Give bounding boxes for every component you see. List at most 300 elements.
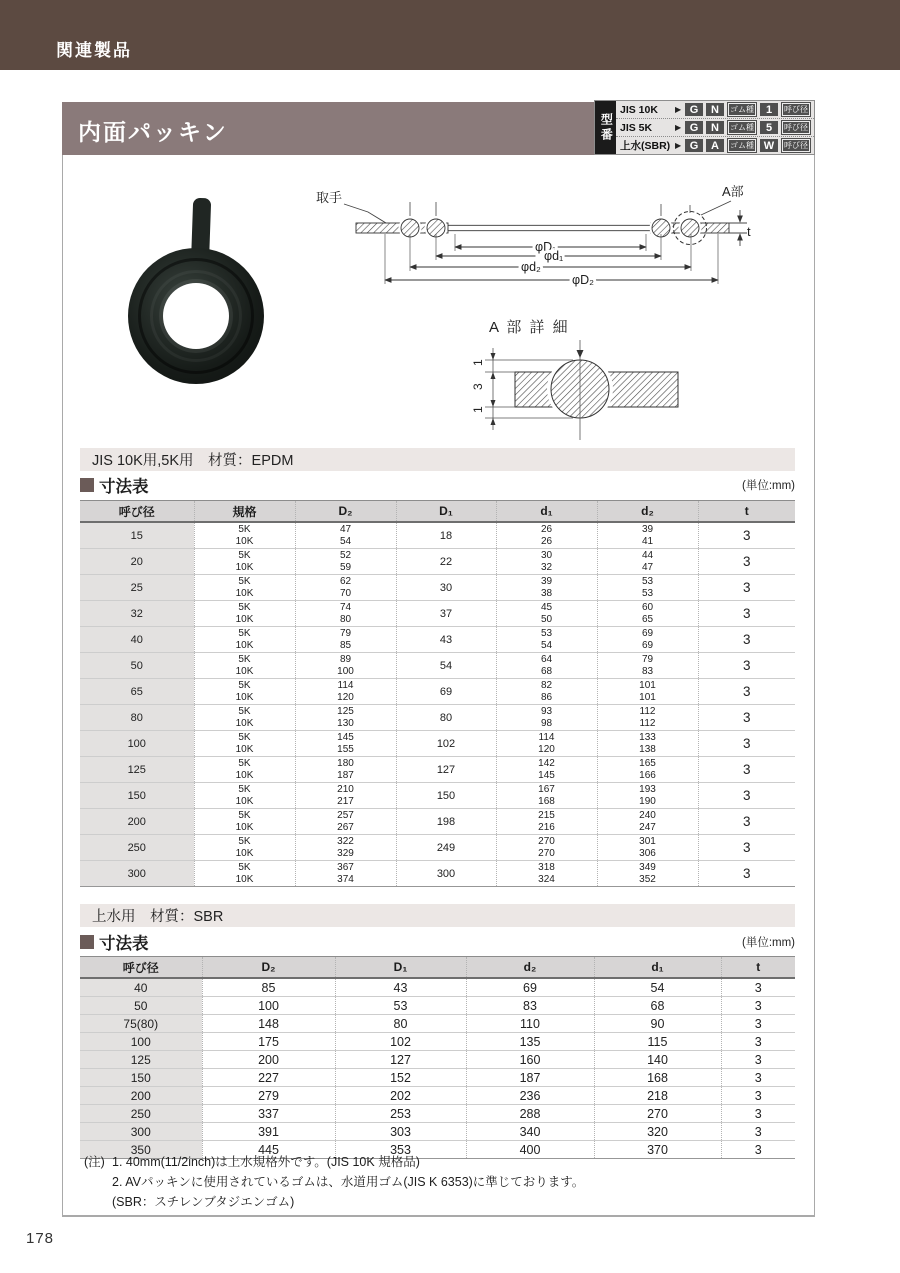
cross-section-diagram xyxy=(288,178,798,310)
table-cell: 15 xyxy=(80,522,194,549)
stacked-value: 30 xyxy=(540,549,553,561)
table-cell: 85 xyxy=(202,978,335,997)
table-cell: 249 xyxy=(396,835,496,861)
stacked-value: 10K xyxy=(235,665,254,677)
stacked-value: 120 xyxy=(538,743,555,755)
table-cell: 50 xyxy=(80,997,202,1015)
epdm-section-label: JIS 10K用,5K用 材質：EPDM xyxy=(92,453,294,469)
table-cell: 168 xyxy=(594,1069,721,1087)
stacked-value: 79 xyxy=(339,627,352,639)
stacked-value: 5K xyxy=(238,679,251,691)
stacked-value: 306 xyxy=(639,847,656,859)
stacked-value: 26 xyxy=(540,523,553,535)
table-cell: 3 xyxy=(721,1105,795,1123)
stacked-value: 85 xyxy=(339,639,352,651)
table-cell: 250 xyxy=(80,835,194,861)
heading-square-icon xyxy=(80,935,94,949)
footnote-line: 1. 40mm(11/2inch)は上水規格外です。(JIS 10K 規格品) xyxy=(112,1155,420,1169)
table-cell: 400 xyxy=(466,1141,594,1159)
table-cell xyxy=(194,575,295,601)
table-cell: 391 xyxy=(202,1123,335,1141)
table-cell xyxy=(194,861,295,887)
stacked-value: 145 xyxy=(538,769,555,781)
table-row xyxy=(80,1051,795,1069)
thickness-label: t xyxy=(747,224,751,239)
column-header: 呼び径 xyxy=(80,501,194,523)
stacked-value: 142 xyxy=(538,757,555,769)
stacked-value: 100 xyxy=(337,665,354,677)
table-cell: 250 xyxy=(80,1105,202,1123)
table-cell xyxy=(295,575,396,601)
a-part-leader xyxy=(701,201,731,215)
stacked-value: 69 xyxy=(641,627,654,639)
table-cell: 160 xyxy=(466,1051,594,1069)
table-cell xyxy=(194,653,295,679)
table-cell xyxy=(496,731,597,757)
stacked-value: 83 xyxy=(641,665,654,677)
sbr-unit-label: (単位:mm) xyxy=(741,937,795,949)
stacked-value: 54 xyxy=(339,535,352,547)
table-cell: 370 xyxy=(594,1141,721,1159)
stacked-value: 80 xyxy=(339,613,352,625)
stacked-value: 62 xyxy=(339,575,352,587)
table-cell: 303 xyxy=(335,1123,466,1141)
stacked-value: 89 xyxy=(339,653,352,665)
stacked-value: 187 xyxy=(337,769,354,781)
stacked-value: 53 xyxy=(641,587,654,599)
stacked-value: 50 xyxy=(540,613,553,625)
table-cell: 320 xyxy=(594,1123,721,1141)
model-code-box: A xyxy=(706,139,724,152)
table-row xyxy=(80,601,795,627)
stacked-value: 112 xyxy=(639,705,656,717)
table-cell: 83 xyxy=(466,997,594,1015)
table-cell: 135 xyxy=(466,1033,594,1051)
table-cell xyxy=(194,835,295,861)
stacked-value: 10K xyxy=(235,847,254,859)
epdm-table-title: 寸法表 xyxy=(99,478,149,496)
table-cell: 18 xyxy=(396,522,496,549)
table-row xyxy=(80,783,795,809)
epdm-section-bar xyxy=(80,448,795,471)
table-row xyxy=(80,575,795,601)
column-header: d₂ xyxy=(597,501,698,523)
table-cell: 32 xyxy=(80,601,194,627)
page-number: 178 xyxy=(26,1230,55,1247)
table-cell xyxy=(194,731,295,757)
table-cell: 353 xyxy=(335,1141,466,1159)
model-code-box: ゴム種 xyxy=(727,138,757,153)
table-cell xyxy=(496,861,597,887)
stacked-value: 267 xyxy=(337,821,354,833)
gasket-hole xyxy=(163,283,229,349)
table-cell: 100 xyxy=(80,731,194,757)
sbr-dimension-table xyxy=(80,956,795,1159)
table-row xyxy=(80,835,795,861)
stacked-value: 270 xyxy=(538,847,555,859)
table-row xyxy=(80,1087,795,1105)
table-cell: 3 xyxy=(698,731,795,757)
table-cell xyxy=(496,705,597,731)
table-cell: 110 xyxy=(466,1015,594,1033)
table-row xyxy=(80,522,795,549)
table-cell: 115 xyxy=(594,1033,721,1051)
footnotes xyxy=(84,1152,789,1212)
table-cell: 127 xyxy=(396,757,496,783)
model-standard-name: JIS 5K xyxy=(620,121,653,134)
table-cell: 350 xyxy=(80,1141,202,1159)
product-title-bar xyxy=(62,102,594,155)
model-code-box: G xyxy=(685,139,703,152)
table-cell xyxy=(496,835,597,861)
model-code-box: 呼び径 xyxy=(781,120,811,135)
stacked-value: 5K xyxy=(238,861,251,873)
table-cell xyxy=(597,549,698,575)
table-cell: 3 xyxy=(698,575,795,601)
stacked-value: 190 xyxy=(639,795,656,807)
table-cell xyxy=(295,705,396,731)
stacked-value: 145 xyxy=(337,731,354,743)
table-cell: 37 xyxy=(396,601,496,627)
stacked-value: 101 xyxy=(639,691,656,703)
stacked-value: 5K xyxy=(238,783,251,795)
epdm-dimension-table xyxy=(80,500,795,887)
stacked-value: 125 xyxy=(337,705,354,717)
stacked-value: 45 xyxy=(540,601,553,613)
table-cell: 3 xyxy=(721,1051,795,1069)
table-cell xyxy=(194,627,295,653)
table-cell: 3 xyxy=(698,522,795,549)
table-cell xyxy=(295,679,396,705)
stacked-value: 240 xyxy=(639,809,656,821)
table-row xyxy=(80,997,795,1015)
stacked-value: 322 xyxy=(337,835,354,847)
stacked-value: 324 xyxy=(538,873,555,885)
table-cell: 53 xyxy=(335,997,466,1015)
model-code-box: 5 xyxy=(760,121,778,134)
table-cell: 3 xyxy=(698,757,795,783)
sbr-table-heading xyxy=(80,931,795,953)
table-cell: 65 xyxy=(80,679,194,705)
table-cell: 25 xyxy=(80,575,194,601)
table-cell: 253 xyxy=(335,1105,466,1123)
table-cell: 3 xyxy=(721,1015,795,1033)
detail-dim-bottom: 1 xyxy=(471,406,485,413)
stacked-value: 74 xyxy=(339,601,352,613)
table-cell xyxy=(597,705,698,731)
table-row xyxy=(80,1069,795,1087)
table-cell: 340 xyxy=(466,1123,594,1141)
stacked-value: 168 xyxy=(538,795,555,807)
stacked-value: 47 xyxy=(641,561,654,573)
stacked-value: 38 xyxy=(540,587,553,599)
arrow-right-icon: ▶ xyxy=(675,123,682,132)
table-cell: 200 xyxy=(80,809,194,835)
table-cell: 69 xyxy=(396,679,496,705)
a-part-detail-diagram xyxy=(445,312,695,447)
stacked-value: 352 xyxy=(639,873,656,885)
table-header-row xyxy=(80,501,795,523)
table-row xyxy=(80,1033,795,1051)
stacked-value: 165 xyxy=(639,757,656,769)
stacked-value: 5K xyxy=(238,757,251,769)
table-cell: 68 xyxy=(594,997,721,1015)
footnote-prefix: (注) xyxy=(84,1155,105,1169)
model-number-row xyxy=(616,118,814,136)
stacked-value: 5K xyxy=(238,835,251,847)
table-cell: 148 xyxy=(202,1015,335,1033)
table-cell: 80 xyxy=(80,705,194,731)
stacked-value: 69 xyxy=(641,639,654,651)
model-standard-name: 上水(SBR) xyxy=(620,140,671,152)
table-cell: 3 xyxy=(721,1087,795,1105)
a-part-label: A部 xyxy=(722,184,744,199)
dim-label-d2: φd₂ xyxy=(521,260,541,274)
stacked-value: 41 xyxy=(641,535,654,547)
stacked-value: 10K xyxy=(235,795,254,807)
table-cell: 50 xyxy=(80,653,194,679)
stacked-value: 10K xyxy=(235,873,254,885)
table-cell: 152 xyxy=(335,1069,466,1087)
stacked-value: 5K xyxy=(238,575,251,587)
table-row xyxy=(80,653,795,679)
table-cell xyxy=(496,627,597,653)
stacked-value: 5K xyxy=(238,731,251,743)
stacked-value: 133 xyxy=(639,731,656,743)
table-cell xyxy=(597,757,698,783)
stacked-value: 10K xyxy=(235,561,254,573)
table-cell: 80 xyxy=(335,1015,466,1033)
model-number-heading: 型番 xyxy=(595,101,616,154)
table-cell: 3 xyxy=(721,1069,795,1087)
model-code-box: W xyxy=(760,139,778,152)
stacked-value: 130 xyxy=(337,717,354,729)
stacked-value: 10K xyxy=(235,821,254,833)
table-cell xyxy=(295,601,396,627)
stacked-value: 329 xyxy=(337,847,354,859)
table-row xyxy=(80,679,795,705)
column-header: D₂ xyxy=(202,957,335,979)
table-cell: 3 xyxy=(698,809,795,835)
table-cell: 54 xyxy=(396,653,496,679)
table-cell: 3 xyxy=(721,1033,795,1051)
banner-label: 関連製品 xyxy=(56,41,132,60)
table-cell: 3 xyxy=(698,783,795,809)
table-cell xyxy=(194,783,295,809)
table-cell: 175 xyxy=(202,1033,335,1051)
table-row xyxy=(80,1015,795,1033)
table-cell xyxy=(496,575,597,601)
stacked-value: 52 xyxy=(339,549,352,561)
column-header: d₁ xyxy=(496,501,597,523)
column-header: t xyxy=(721,957,795,979)
stacked-value: 70 xyxy=(339,587,352,599)
heading-square-icon xyxy=(80,478,94,492)
stacked-value: 301 xyxy=(639,835,656,847)
table-cell: 150 xyxy=(80,783,194,809)
table-cell xyxy=(295,522,396,549)
table-cell: 3 xyxy=(698,861,795,887)
stacked-value: 10K xyxy=(235,717,254,729)
footnote-lines xyxy=(112,1152,584,1212)
stacked-value: 270 xyxy=(538,835,555,847)
epdm-table-heading xyxy=(80,474,795,496)
model-code-box: G xyxy=(685,103,703,116)
table-cell xyxy=(496,783,597,809)
dim-label-D1: φD₁ xyxy=(535,240,557,254)
bead-bumps xyxy=(399,217,702,240)
table-cell xyxy=(295,757,396,783)
table-row xyxy=(80,1105,795,1123)
footnote-line: (SBR：スチレンブタジエンゴム) xyxy=(112,1195,295,1209)
model-number-rows xyxy=(616,101,814,154)
column-header: t xyxy=(698,501,795,523)
table-row xyxy=(80,978,795,997)
dim-label-D2: φD₂ xyxy=(572,273,594,287)
product-title: 内面パッキン xyxy=(78,119,228,145)
stacked-value: 10K xyxy=(235,639,254,651)
stacked-value: 64 xyxy=(540,653,553,665)
table-cell: 125 xyxy=(80,1051,202,1069)
model-code-box: 呼び径 xyxy=(781,138,811,153)
stacked-value: 120 xyxy=(337,691,354,703)
table-cell xyxy=(496,549,597,575)
table-cell: 22 xyxy=(396,549,496,575)
handle-leader-line xyxy=(344,204,386,223)
table-cell xyxy=(496,601,597,627)
stacked-value: 215 xyxy=(538,809,555,821)
table-row xyxy=(80,809,795,835)
table-cell: 445 xyxy=(202,1141,335,1159)
stacked-value: 114 xyxy=(337,679,354,691)
page-header-banner xyxy=(0,0,900,70)
table-cell xyxy=(194,549,295,575)
table-cell xyxy=(194,757,295,783)
table-cell: 202 xyxy=(335,1087,466,1105)
table-row xyxy=(80,1123,795,1141)
table-cell xyxy=(597,835,698,861)
stacked-value: 82 xyxy=(540,679,553,691)
table-cell xyxy=(496,757,597,783)
stacked-value: 166 xyxy=(639,769,656,781)
table-row xyxy=(80,627,795,653)
table-cell: 43 xyxy=(396,627,496,653)
table-cell: 100 xyxy=(202,997,335,1015)
handle-label: 取手 xyxy=(316,190,343,205)
table-cell xyxy=(597,575,698,601)
detail-dim-top: 1 xyxy=(471,359,485,366)
table-cell: 150 xyxy=(396,783,496,809)
stacked-value: 39 xyxy=(540,575,553,587)
stacked-value: 47 xyxy=(339,523,352,535)
stacked-value: 5K xyxy=(238,549,251,561)
stacked-value: 217 xyxy=(337,795,354,807)
table-cell: 3 xyxy=(698,653,795,679)
table-row xyxy=(80,757,795,783)
stacked-value: 10K xyxy=(235,613,254,625)
table-cell: 3 xyxy=(698,627,795,653)
table-cell xyxy=(597,601,698,627)
table-row xyxy=(80,549,795,575)
table-cell: 227 xyxy=(202,1069,335,1087)
stacked-value: 59 xyxy=(339,561,352,573)
table-cell xyxy=(295,627,396,653)
table-cell xyxy=(194,705,295,731)
table-cell: 3 xyxy=(721,1123,795,1141)
model-code-box: ゴム種 xyxy=(727,102,757,117)
model-code-box: ゴム種 xyxy=(727,120,757,135)
table-cell: 40 xyxy=(80,627,194,653)
column-header: 呼び径 xyxy=(80,957,202,979)
table-cell: 300 xyxy=(396,861,496,887)
table-cell: 3 xyxy=(721,1141,795,1159)
table-cell xyxy=(194,809,295,835)
table-cell: 43 xyxy=(335,978,466,997)
stacked-value: 60 xyxy=(641,601,654,613)
table-cell: 3 xyxy=(698,835,795,861)
table-cell xyxy=(496,653,597,679)
table-cell: 127 xyxy=(335,1051,466,1069)
table-cell xyxy=(496,809,597,835)
stacked-value: 180 xyxy=(337,757,354,769)
table-cell: 75(80) xyxy=(80,1015,202,1033)
sbr-section-label: 上水用 材質：SBR xyxy=(92,909,224,925)
detail-title: A 部 詳 細 xyxy=(489,319,570,336)
stacked-value: 167 xyxy=(538,783,555,795)
stacked-value: 5K xyxy=(238,809,251,821)
arrow-right-icon: ▶ xyxy=(675,105,682,114)
table-cell: 236 xyxy=(466,1087,594,1105)
stacked-value: 318 xyxy=(538,861,555,873)
table-cell: 198 xyxy=(396,809,496,835)
table-cell: 140 xyxy=(594,1051,721,1069)
table-cell: 200 xyxy=(202,1051,335,1069)
stacked-value: 210 xyxy=(337,783,354,795)
epdm-unit-label: (単位:mm) xyxy=(741,480,795,492)
table-cell xyxy=(295,809,396,835)
table-cell: 69 xyxy=(466,978,594,997)
column-header: D₁ xyxy=(335,957,466,979)
sbr-section-bar xyxy=(80,904,795,927)
table-cell xyxy=(194,679,295,705)
column-header: 規格 xyxy=(194,501,295,523)
footnote-line: 2. AVパッキンに使用されているゴムは、水道用ゴム(JIS K 6353)に準じております。 xyxy=(112,1175,585,1189)
stacked-value: 79 xyxy=(641,653,654,665)
table-cell xyxy=(295,783,396,809)
stacked-value: 155 xyxy=(337,743,354,755)
table-cell: 3 xyxy=(698,549,795,575)
stacked-value: 86 xyxy=(540,691,553,703)
dim-label-d1: φd₁ xyxy=(544,249,564,263)
table-cell: 300 xyxy=(80,861,194,887)
table-cell xyxy=(597,627,698,653)
table-row xyxy=(80,705,795,731)
stacked-value: 5K xyxy=(238,705,251,717)
table-cell: 3 xyxy=(698,601,795,627)
sbr-table-title: 寸法表 xyxy=(99,935,149,953)
table-cell: 200 xyxy=(80,1087,202,1105)
model-code-box: 1 xyxy=(760,103,778,116)
table-cell: 100 xyxy=(80,1033,202,1051)
table-cell xyxy=(194,601,295,627)
table-cell: 102 xyxy=(335,1033,466,1051)
model-code-box: G xyxy=(685,121,703,134)
stacked-value: 53 xyxy=(641,575,654,587)
stacked-value: 10K xyxy=(235,769,254,781)
table-row xyxy=(80,861,795,887)
table-cell xyxy=(295,835,396,861)
table-cell xyxy=(597,653,698,679)
